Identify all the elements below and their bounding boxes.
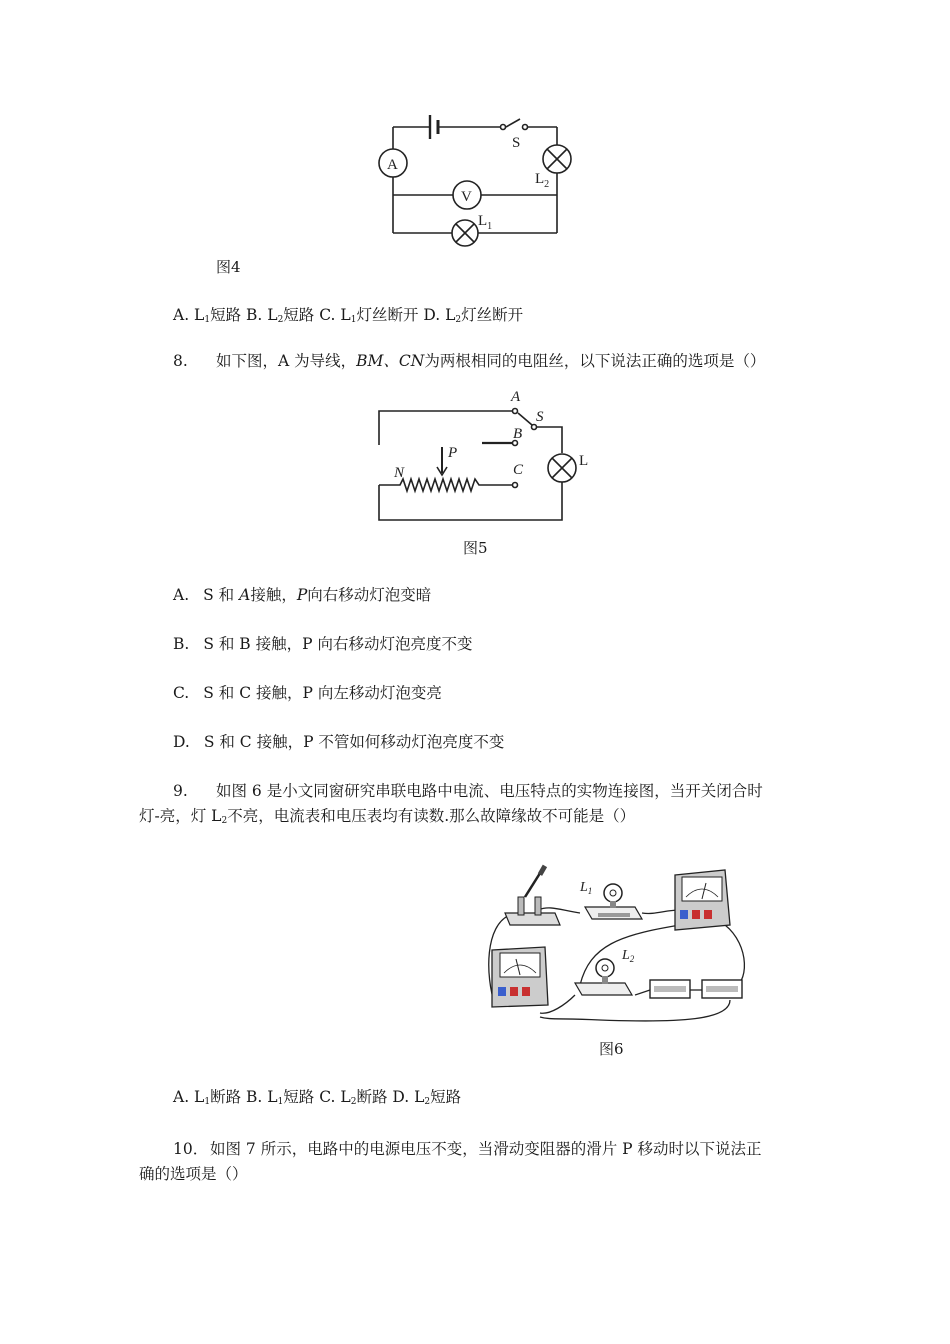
lamp-l2-holder-icon [575,959,632,995]
slider-p-label: P [448,445,458,461]
lamp-l2-icon [543,145,571,173]
voltmeter-label: V [461,189,472,205]
q10-number: 10． [173,1140,209,1158]
terminal-b-label: B [513,426,523,442]
q8-option-c: C. S 和 C 接触，P 向左移动灯泡变亮 [173,684,442,702]
terminal-a-label: A [511,389,521,405]
terminal-c-label: C [513,462,524,478]
battery-pack-icon [650,980,742,998]
q8-question: 如下图，A 为导线，BM、CN为两根相同的电阻丝，以下说法正确的选项是（） [216,352,766,370]
q9-line1: 如图 6 是小文同窗研究串联电路中电流、电压特点的实物连接图，当开关闭合时 [216,782,763,800]
knife-switch-icon [505,865,560,925]
lamp-l1-label: $L_1$ [478,213,493,232]
q9-number: 9. [173,782,188,800]
q9-options: A. $L_1$断路 B. $L_1$短路 C. $L_2$断路 D. $L_2$短路 [173,1088,462,1107]
q8-option-b: B. S 和 B 接触，P 向右移动灯泡亮度不变 [173,635,473,653]
figure-6-caption: 图6 [599,1040,624,1058]
figure-5-circuit [370,385,600,530]
q8-option-a: A. S 和 A接触，P向右移动灯泡变暗 [173,586,432,604]
q7-options: A. $L_1$短路 B. $L_2$短路 C. $L_1$灯丝断开 D. $L_2$灯丝断开 [173,306,524,325]
q9-line2: 灯-亮，灯 $L_2$不亮，电流表和电压表均有读数.那么故障缘故不可能是（） [139,807,636,826]
q10-line1: 如图 7 所示，电路中的电源电压不变，当滑动变阻器的滑片 P 移动时以下说法正 [210,1140,762,1158]
q8-option-d: D. S 和 C 接触，P 不管如何移动灯泡亮度不变 [173,733,505,751]
lamp-l1-icon [452,220,478,246]
figure-6-physical-circuit [480,855,760,1030]
figure-4-caption: 图4 [216,258,241,276]
lamp-l1-holder-icon [585,884,642,919]
switch-label: S [512,135,521,151]
q8-number: 8. [173,352,188,370]
meter-bottom-left-icon [492,947,548,1007]
figure-5-caption: 图5 [463,539,488,557]
lamp-l2-label: $L_2$ [535,171,550,190]
q10-line2: 确的选项是（） [139,1165,248,1183]
meter-top-right-icon [675,870,730,930]
lamp-l-icon [548,454,576,482]
switch-s-blade [518,413,532,425]
switch-blade [506,119,520,127]
fig6-l1-label: $L_1$ [580,880,593,896]
ammeter-label: A [387,157,398,173]
figure-4-circuit [360,105,600,250]
terminal-n-label: N [394,465,405,481]
fig6-l2-label: $L_2$ [622,948,635,964]
switch-s-label: S [536,409,544,425]
lamp-l-label: L [579,453,589,469]
